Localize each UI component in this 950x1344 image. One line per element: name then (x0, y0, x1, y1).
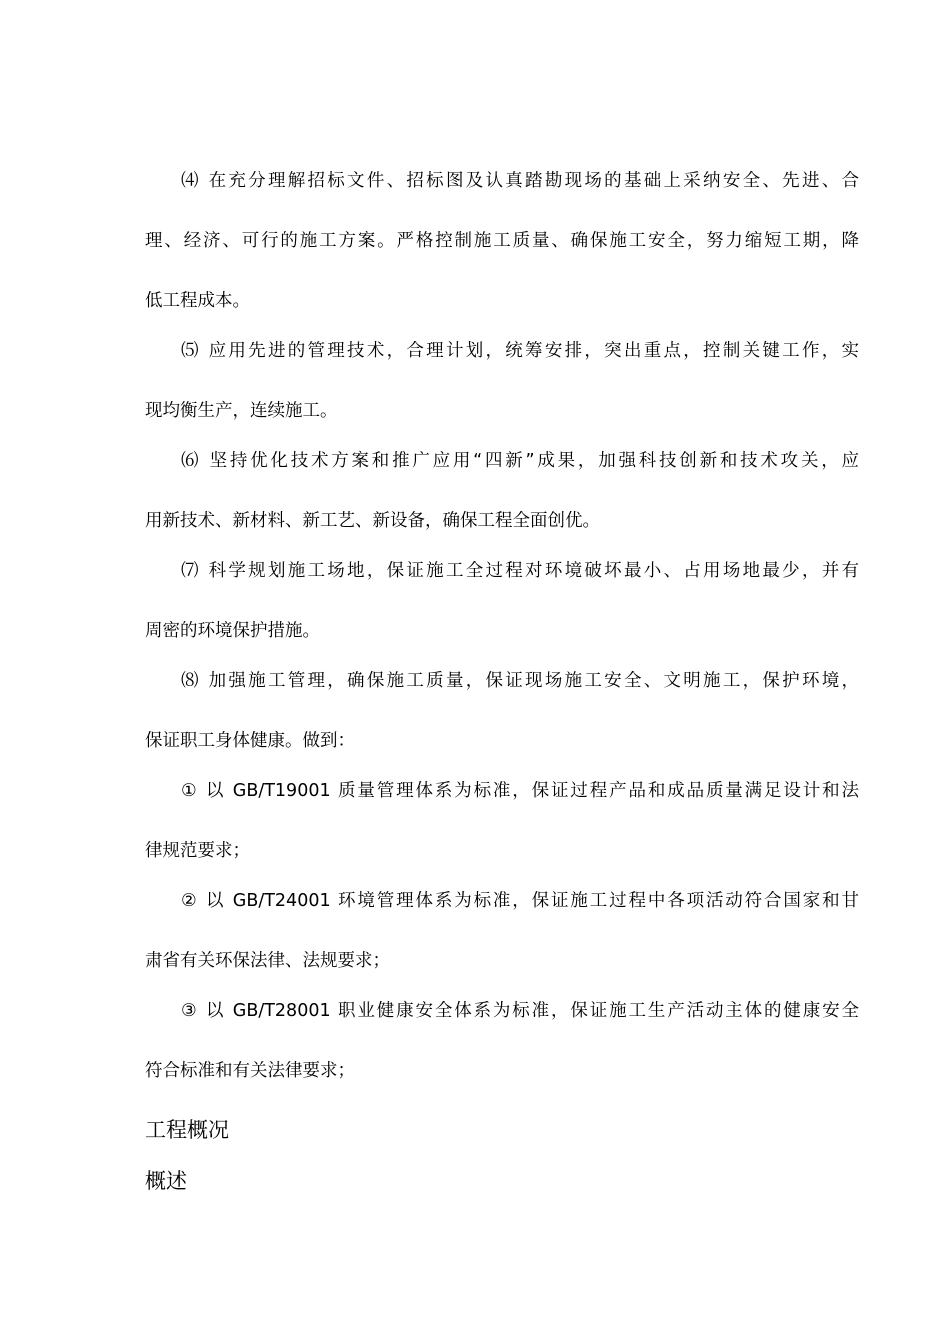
paragraph-5-line-2: 现均衡生产，连续施工。 (145, 401, 338, 421)
paragraph-6-line-2: 用新技术、新材料、新工艺、新设备，确保工程全面创优。 (145, 511, 600, 531)
subsection-title: 概述 (145, 1169, 187, 1193)
item-3-line-2: 符合标准和有关法律要求； (145, 1061, 355, 1081)
item-1-line-2: 律规范要求； (145, 841, 250, 861)
paragraph-8-line-2: 保证职工身体健康。做到： (145, 731, 355, 751)
item-1-line-1: ① 以 GB/T19001 质量管理体系为标准，保证过程产品和成品质量满足设计和法 (181, 781, 859, 801)
paragraph-7-line-1: ⑺ 科学规划施工场地，保证施工全过程对环境破坏最小、占用场地最少，并有 (181, 561, 859, 581)
paragraph-7-line-2: 周密的环境保护措施。 (145, 621, 320, 641)
item-2-line-2: 肃省有关环保法律、法规要求； (145, 951, 390, 971)
paragraph-4-line-1: ⑷ 在充分理解招标文件、招标图及认真踏勘现场的基础上采纳安全、先进、合 (181, 171, 859, 191)
paragraph-5-line-1: ⑸ 应用先进的管理技术，合理计划，统筹安排，突出重点，控制关键工作，实 (181, 341, 859, 361)
paragraph-4-line-3: 低工程成本。 (145, 291, 250, 311)
item-2-line-1: ② 以 GB/T24001 环境管理体系为标准，保证施工过程中各项活动符合国家和甘 (181, 891, 859, 911)
item-3-line-1: ③ 以 GB/T28001 职业健康安全体系为标准，保证施工生产活动主体的健康安全 (181, 1001, 859, 1021)
paragraph-6-line-1: ⑹ 坚持优化技术方案和推广应用“四新”成果，加强科技创新和技术攻关，应 (181, 451, 859, 471)
paragraph-4-line-2: 理、经济、可行的施工方案。严格控制施工质量、确保施工安全，努力缩短工期，降 (145, 231, 859, 251)
paragraph-8-line-1: ⑻ 加强施工管理，确保施工质量，保证现场施工安全、文明施工，保护环境， (181, 671, 859, 691)
section-title: 工程概况 (145, 1118, 229, 1142)
